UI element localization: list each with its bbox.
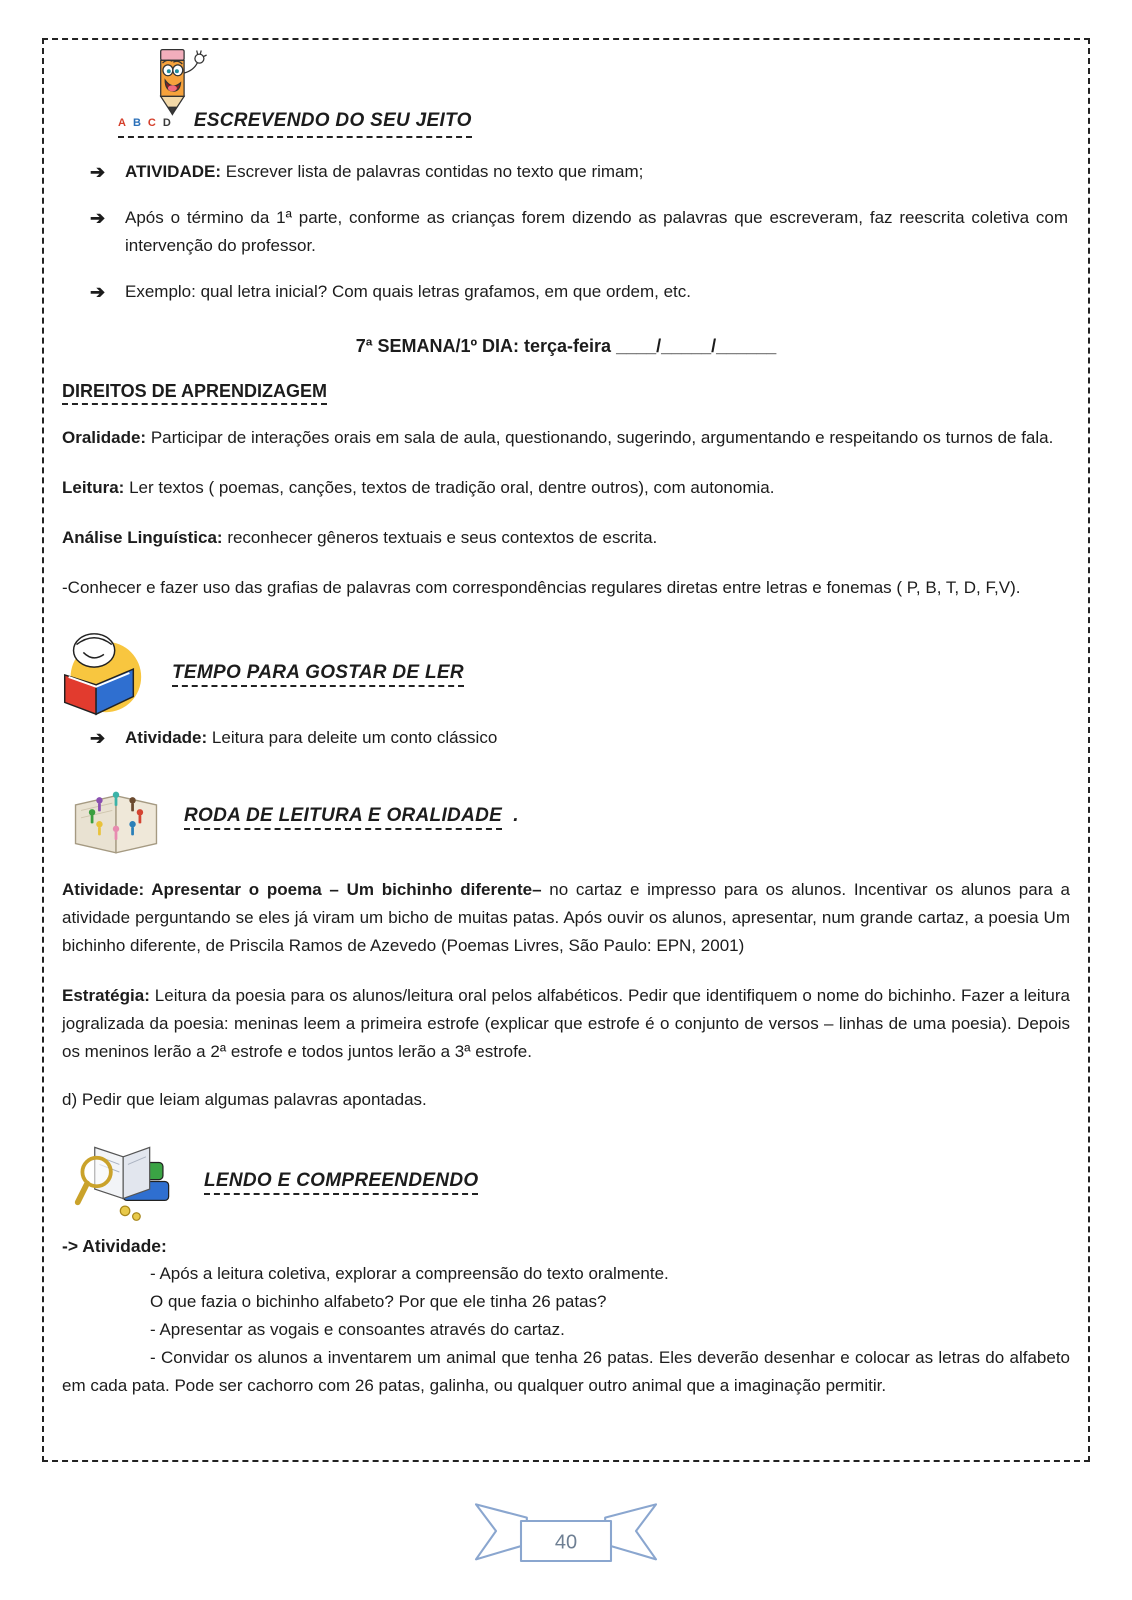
tempo-bullets bbox=[90, 724, 1070, 752]
letter-a: A bbox=[118, 117, 128, 129]
activity-line: - Apresentar as vogais e consoantes através do cartaz. bbox=[150, 1320, 565, 1339]
arrow-bullet-icon: ➔ bbox=[90, 208, 106, 228]
ribbon-banner-icon bbox=[441, 1486, 691, 1581]
section-roda-header bbox=[70, 770, 1070, 862]
bullet-text bbox=[125, 724, 499, 752]
lendo-atividade-label: -> Atividade: bbox=[62, 1236, 167, 1256]
paragraph-text: Leitura da poesia para os alunos/leitura oral pelos alfabéticos. Pedir que identifiquem o nome do bichinho. Fazer a leitura jogralizada da poesia: meninas leem a primeira estrofe (explicar que estrofe é o conjunto de versos – linhas de uma poesia). Depois os meninos lerão a 2ª estrofe e todos juntos lerão a 3ª estrofe. bbox=[62, 986, 1070, 1061]
activity-line: - Convidar os alunos a inventarem um animal que tenha 26 patas. Eles deverão desenhar e colocar as letras do alfabeto em cada pata. Pode ser cachorro com 26 patas, galinha, ou qualquer outro animal que a imaginação permitir. bbox=[62, 1348, 1070, 1395]
paragraph-label: Oralidade: bbox=[62, 428, 147, 447]
tempo-title-text: TEMPO PARA GOSTAR DE LER bbox=[172, 662, 464, 687]
bullet-bold: ATIVIDADE: bbox=[125, 162, 222, 181]
paragraph-label: Leitura: bbox=[62, 478, 125, 497]
bullet-rest: Após o término da 1ª parte, conforme as crianças forem dizendo as palavras que escreveram, faz reescrita coletiva com intervenção do professor. bbox=[125, 208, 1068, 255]
lendo-title bbox=[204, 1170, 478, 1192]
bullet-bold: Atividade: bbox=[125, 728, 208, 747]
escrevendo-title: ESCREVENDO DO SEU JEITO bbox=[193, 110, 472, 131]
bullet-rest: Leitura para deleite um conto clássico bbox=[207, 728, 498, 747]
bullet-rest: Exemplo: qual letra inicial? Com quais letras grafamos, em que ordem, etc. bbox=[125, 282, 691, 301]
arrow-bullet-icon: ➔ bbox=[90, 728, 106, 748]
page-dashed-border bbox=[42, 38, 1090, 1462]
escrevendo-bullets bbox=[90, 158, 1070, 306]
section-tempo-header bbox=[50, 624, 1070, 722]
direitos-title-text: DIREITOS DE APRENDIZAGEM bbox=[62, 381, 327, 405]
tempo-title bbox=[172, 662, 464, 684]
pencil-cartoon-icon bbox=[118, 44, 1070, 110]
activity-line: O que fazia o bichinho alfabeto? Por que ele tinha 26 patas? bbox=[150, 1292, 607, 1311]
week-day-heading: 7ª SEMANA/1º DIA: terça-feira ____/_____/______ bbox=[355, 336, 777, 356]
paragraph-text: reconhecer gêneros textuais e seus contextos de escrita. bbox=[222, 528, 658, 547]
paragraph-analise bbox=[62, 524, 1070, 552]
paragraph-label: Análise Linguística: bbox=[62, 528, 223, 547]
activity-line: - Após a leitura coletiva, explorar a compreensão do texto oralmente. bbox=[150, 1264, 669, 1283]
item-d-line: d) Pedir que leiam algumas palavras apontadas. bbox=[62, 1090, 427, 1109]
lendo-title-text: LENDO E COMPREENDENDO bbox=[204, 1170, 478, 1195]
roda-title-text: RODA DE LEITURA E ORALIDADE bbox=[184, 805, 502, 830]
magnifier-books-icon bbox=[70, 1136, 182, 1226]
abcd-letters bbox=[118, 117, 178, 129]
paragraph-conhecer bbox=[62, 574, 1070, 602]
bullet-text bbox=[125, 204, 1070, 260]
section-escrevendo-header bbox=[118, 44, 1070, 138]
letter-b: B bbox=[132, 117, 143, 129]
page-number-ribbon bbox=[441, 1486, 691, 1586]
paragraph-text: Participar de interações orais em sala de aula, questionando, sugerindo, argumentando e respeitando os turnos de fala. bbox=[146, 428, 1054, 447]
letter-d: D bbox=[162, 117, 173, 129]
section-lendo-header bbox=[70, 1136, 1070, 1226]
page-number: 40 bbox=[554, 1531, 578, 1554]
letter-c: C bbox=[147, 117, 158, 129]
paragraph-text: Ler textos ( poemas, canções, textos de tradição oral, dentre outros), com autonomia. bbox=[124, 478, 775, 497]
paragraph-estrategia bbox=[62, 982, 1070, 1066]
list-item bbox=[90, 724, 1070, 752]
list-item bbox=[90, 158, 1070, 186]
children-circle-book-icon bbox=[70, 770, 162, 862]
list-item bbox=[90, 278, 1070, 306]
pencil-icon bbox=[132, 46, 220, 118]
bullet-text bbox=[125, 278, 693, 306]
paragraph-leitura bbox=[62, 474, 1070, 502]
paragraph-label: Estratégia: bbox=[62, 986, 150, 1005]
paragraph-text: -Conhecer e fazer uso das grafias de palavras com correspondências regulares diretas entre letras e fonemas ( P, B, T, D, F,V). bbox=[62, 578, 1021, 597]
arrow-bullet-icon: ➔ bbox=[90, 162, 106, 182]
arrow-bullet-icon: ➔ bbox=[90, 282, 106, 302]
paragraph-atividade-roda bbox=[62, 876, 1070, 960]
reading-smiley-book-icon bbox=[50, 624, 150, 722]
bullet-rest: Escrever lista de palavras contidas no texto que rimam; bbox=[221, 162, 644, 181]
paragraph-oralidade bbox=[62, 424, 1070, 452]
bullet-text bbox=[125, 158, 645, 186]
paragraph-label: Atividade: Apresentar o poema – Um bichinho diferente– bbox=[62, 880, 542, 899]
roda-title bbox=[184, 805, 519, 827]
direitos-heading bbox=[62, 381, 1070, 402]
roda-title-dot: . bbox=[513, 805, 519, 826]
list-item bbox=[90, 204, 1070, 260]
paragraph-text: no cartaz e impresso para os alunos. Incentivar os alunos para a atividade perguntando se eles já viram um bicho de muitas patas. Após ouvir os alunos, apresentar, num grande cartaz, a poesia Um bichinho diferente, de Priscila Ramos de Azevedo (Poemas Livres, São Paulo: EPN, 2001) bbox=[62, 880, 1071, 955]
